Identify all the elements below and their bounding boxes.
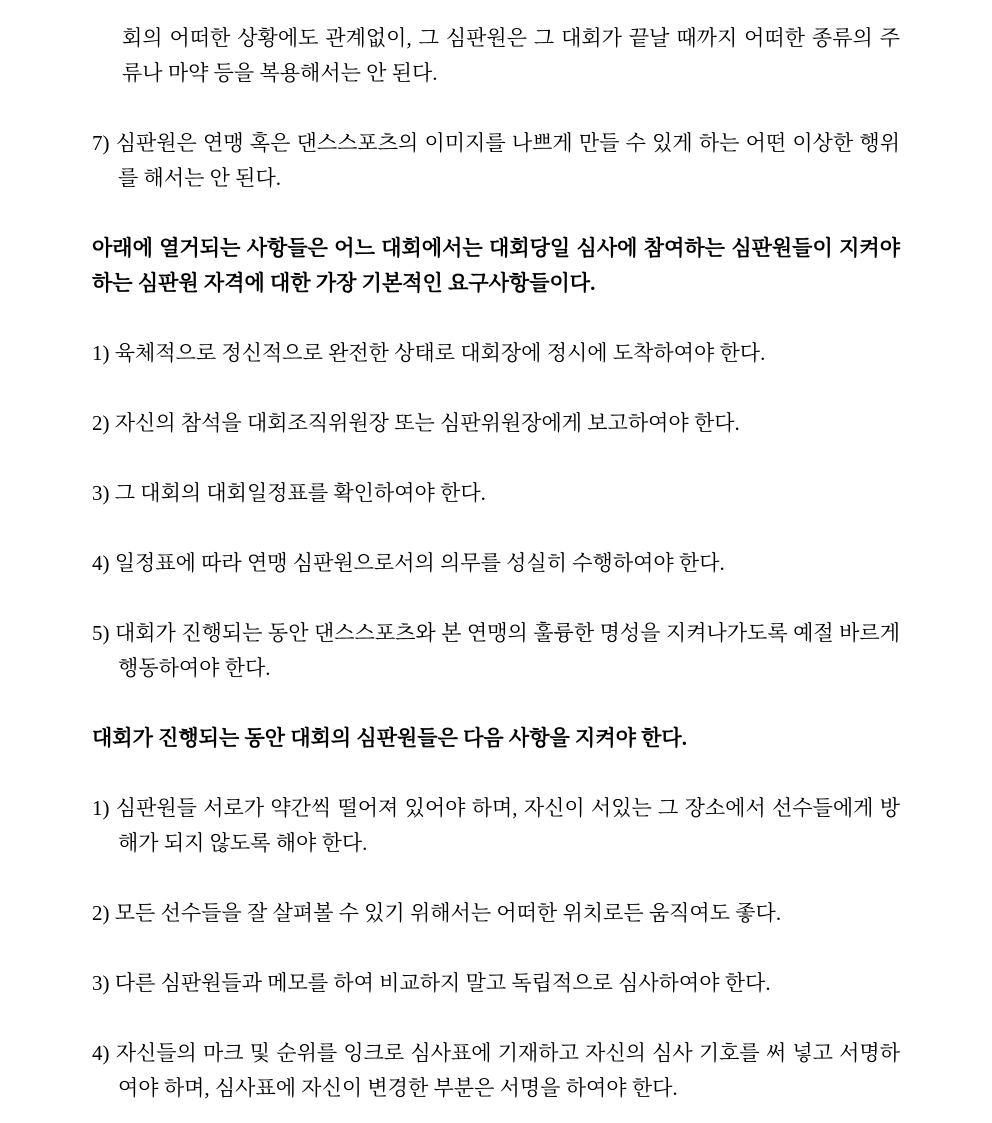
heading-text: 아래에 열거되는 사항들은 어느 대회에서는 대회당일 심사에 참여하는 심판원들이 지켜야 하는 심판원 자격에 대한 가장 기본적인 요구사항들이다. xyxy=(92,236,900,295)
item-number: 1) xyxy=(92,796,110,820)
item-number: 2) xyxy=(92,901,110,925)
heading-text: 대회가 진행되는 동안 대회의 심판원들은 다음 사항을 지켜야 한다. xyxy=(92,726,687,750)
during-rule-item xyxy=(92,896,900,931)
continuation-paragraph xyxy=(92,21,900,91)
heading-requirements xyxy=(92,231,900,301)
item-text: 자신의 참석을 대회조직위원장 또는 심판위원장에게 보고하여야 한다. xyxy=(114,411,740,435)
item-number: 4) xyxy=(92,551,110,575)
item-text: 자신들의 마크 및 순위를 잉크로 심사표에 기재하고 자신의 심사 기호를 써 넣고 서명하여야 하며, 심사표에 자신이 변경한 부분은 서명을 하여야 한다. xyxy=(115,1041,901,1100)
item-text: 심판원은 연맹 혹은 댄스스포츠의 이미지를 나쁘게 만들 수 있게 하는 어떤 이상한 행위를 해서는 안 된다. xyxy=(115,131,901,190)
paragraph-text: 회의 어떠한 상황에도 관계없이, 그 심판원은 그 대회가 끝날 때까지 어떠한 종류의 주류나 마약 등을 복용해서는 안 된다. xyxy=(122,26,900,85)
item-text: 다른 심판원들과 메모를 하여 비교하지 말고 독립적으로 심사하여야 한다. xyxy=(114,971,771,995)
requirement-item xyxy=(92,406,900,441)
item-text: 심판원들 서로가 약간씩 떨어져 있어야 하며, 자신이 서있는 그 장소에서 선수들에게 방해가 되지 않도록 해야 한다. xyxy=(115,796,901,855)
item-text: 모든 선수들을 잘 살펴볼 수 있기 위해서는 어떠한 위치로든 움직여도 좋다. xyxy=(114,901,782,925)
item-7 xyxy=(92,126,900,196)
requirement-item xyxy=(92,616,900,686)
item-number: 1) xyxy=(92,341,110,365)
item-number: 3) xyxy=(92,481,110,505)
item-text: 대회가 진행되는 동안 댄스스포츠와 본 연맹의 훌륭한 명성을 지켜나가도록 예절 바르게 행동하여야 한다. xyxy=(114,621,901,680)
requirement-item xyxy=(92,476,900,511)
item-number: 7) xyxy=(92,131,110,155)
item-text: 일정표에 따라 연맹 심판원으로서의 의무를 성실히 수행하여야 한다. xyxy=(114,551,725,575)
requirement-item xyxy=(92,336,900,371)
item-number: 2) xyxy=(92,411,110,435)
item-number: 5) xyxy=(92,621,110,645)
item-number: 3) xyxy=(92,971,110,995)
during-rule-item xyxy=(92,1036,900,1106)
item-number: 4) xyxy=(92,1041,110,1065)
requirement-item xyxy=(92,546,900,581)
during-rule-item xyxy=(92,791,900,861)
heading-during-competition xyxy=(92,721,900,756)
item-text: 그 대회의 대회일정표를 확인하여야 한다. xyxy=(114,481,486,505)
during-rule-item xyxy=(92,966,900,1001)
item-text: 육체적으로 정신적으로 완전한 상태로 대회장에 정시에 도착하여야 한다. xyxy=(114,341,766,365)
